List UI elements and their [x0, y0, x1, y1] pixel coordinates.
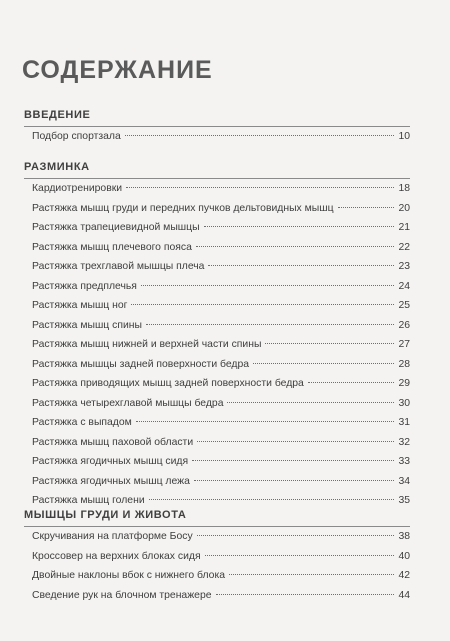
dot-leader [146, 324, 394, 325]
toc-entry-label: Растяжка мышц плечевого пояса [32, 241, 192, 253]
toc-entry-label: Сведение рук на блочном тренажере [32, 589, 212, 601]
dot-leader [216, 594, 395, 595]
dot-leader [192, 460, 394, 461]
toc-entry-label: Растяжка мышц голени [32, 495, 145, 506]
toc-entry-page: 10 [398, 131, 410, 142]
toc-entry-page: 29 [398, 378, 410, 389]
toc-entry-label: Растяжка мышц нижней и верхней части спины [32, 339, 262, 350]
toc-entry[interactable] [32, 300, 410, 320]
dot-leader [227, 402, 394, 403]
section-heading: ВВЕДЕНИЕ [24, 109, 91, 121]
toc-entry-page: 20 [398, 202, 410, 214]
dot-leader [131, 304, 394, 305]
toc-entry-label: Растяжка с выпадом [32, 417, 132, 428]
toc-entry[interactable] [32, 320, 410, 340]
toc-entry[interactable] [32, 131, 410, 151]
dot-leader [196, 246, 394, 247]
toc-entry-page: 38 [398, 531, 410, 542]
toc-entry-label: Растяжка мышц ног [32, 300, 128, 311]
toc-entry-label: Растяжка четырехглавой мышцы бедра [32, 397, 224, 409]
toc-entry-label: Растяжка ягодичных мышц сидя [32, 456, 189, 467]
toc-entry[interactable] [32, 417, 410, 437]
toc-entry[interactable] [32, 183, 410, 203]
toc-entry[interactable] [32, 359, 410, 379]
dot-leader [136, 421, 394, 422]
toc-entry-page: 34 [398, 475, 410, 487]
toc-entry-page: 40 [398, 550, 410, 562]
toc-entry-page: 44 [398, 589, 410, 601]
toc-entry[interactable] [32, 570, 410, 590]
toc-entry-label: Кроссовер на верхних блоках сидя [32, 550, 201, 562]
toc-entry[interactable] [32, 339, 410, 359]
toc-entry-page: 24 [398, 280, 410, 292]
toc-entry-label: Растяжка мышц груди и передних пучков дельтовидных мышц [32, 202, 334, 214]
toc-entry[interactable] [32, 378, 410, 398]
toc-entry-label: Растяжка трехглавой мышцы плеча [32, 261, 205, 272]
toc-entry-label: Растяжка приводящих мышц задней поверхности бедра [32, 378, 304, 389]
dot-leader [126, 187, 394, 188]
dot-leader [204, 226, 394, 227]
section-entries [32, 131, 410, 151]
toc-entry-page: 18 [398, 183, 410, 194]
dot-leader [194, 480, 394, 481]
section-entries [32, 531, 410, 609]
section-entries [32, 183, 410, 515]
toc-entry-label: Растяжка предплечья [32, 280, 137, 292]
toc-entry-label: Растяжка мышц паховой области [32, 436, 194, 448]
toc-entry-label: Кардиотренировки [32, 183, 123, 194]
toc-entry[interactable] [32, 242, 410, 262]
toc-entry[interactable] [32, 590, 410, 610]
dot-leader [338, 207, 394, 208]
toc-entry-page: 35 [398, 495, 410, 506]
dot-leader [149, 499, 394, 500]
toc-entry-label: Скручивания на платформе Босу [32, 531, 193, 542]
dot-leader [197, 441, 394, 442]
toc-entry-page: 27 [398, 339, 410, 350]
dot-leader [141, 285, 394, 286]
dot-leader [208, 265, 394, 266]
toc-entry[interactable] [32, 531, 410, 551]
dot-leader [253, 363, 394, 364]
dot-leader [205, 555, 394, 556]
toc-entry[interactable] [32, 437, 410, 457]
page-title: СОДЕРЖАНИЕ [22, 56, 213, 84]
toc-entry-label: Растяжка трапециевидной мышцы [32, 222, 200, 233]
toc-entry-page: 32 [398, 436, 410, 448]
section-heading: РАЗМИНКА [24, 161, 90, 173]
toc-entry-page: 21 [398, 222, 410, 233]
dot-leader [308, 382, 394, 383]
toc-entry[interactable] [32, 551, 410, 571]
toc-entry-label: Растяжка мышцы задней поверхности бедра [32, 358, 250, 370]
toc-entry[interactable] [32, 456, 410, 476]
section-divider [24, 526, 410, 527]
toc-entry[interactable] [32, 281, 410, 301]
toc-entry[interactable] [32, 261, 410, 281]
toc-entry[interactable] [32, 222, 410, 242]
dot-leader [125, 135, 394, 136]
toc-entry-page: 28 [398, 358, 410, 370]
section-heading: МЫШЦЫ ГРУДИ И ЖИВОТА [24, 509, 187, 521]
toc-entry-page: 30 [398, 397, 410, 409]
toc-entry-label: Растяжка ягодичных мышц лежа [32, 475, 190, 487]
toc-entry-page: 31 [398, 417, 410, 428]
toc-entry-page: 23 [398, 261, 410, 272]
dot-leader [197, 535, 394, 536]
toc-entry-label: Подбор спортзала [32, 131, 121, 142]
section-divider [24, 178, 410, 179]
toc-entry[interactable] [32, 203, 410, 223]
section-divider [24, 126, 410, 127]
toc-entry-label: Растяжка мышц спины [32, 319, 142, 331]
toc-entry-page: 26 [398, 319, 410, 331]
dot-leader [229, 574, 394, 575]
toc-entry-label: Двойные наклоны вбок с нижнего блока [32, 570, 226, 581]
toc-entry-page: 25 [398, 300, 410, 311]
toc-entry-page: 42 [398, 570, 410, 581]
toc-entry-page: 22 [398, 241, 410, 253]
dot-leader [265, 343, 394, 344]
toc-entry[interactable] [32, 398, 410, 418]
toc-entry-page: 33 [398, 456, 410, 467]
toc-entry[interactable] [32, 476, 410, 496]
